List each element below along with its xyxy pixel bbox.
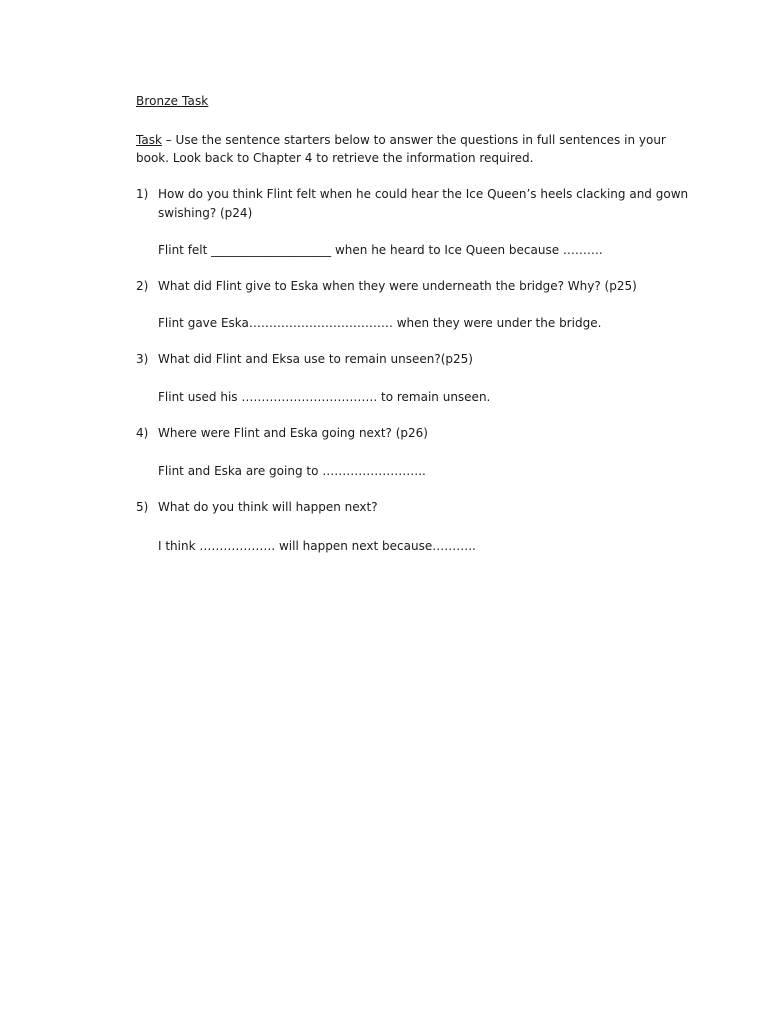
task-label: Task [136, 133, 162, 147]
task-instructions-text: – Use the sentence starters below to answer the questions in full sentences in your book. Look back to Chapter 4 to retrieve the information required. [136, 133, 666, 165]
question-text: What did Flint and Eksa use to remain unseen?(p25) [158, 352, 473, 366]
sentence-starter-3: Flint used his ……………………………. to remain unseen. [158, 390, 491, 404]
question-text: How do you think Flint felt when he could hear the Ice Queen’s heels clacking and gown swishing? (p24) [158, 187, 689, 220]
sentence-starter-2: Flint gave Eska……………………………… when they were under the bridge. [158, 316, 602, 330]
question-5 [136, 498, 696, 517]
question-4 [136, 424, 696, 443]
question-number: 4) [136, 426, 149, 440]
question-text: Where were Flint and Eska going next? (p26) [158, 426, 428, 440]
question-number: 5) [136, 500, 149, 514]
question-text: What did Flint give to Eska when they were underneath the bridge? Why? (p25) [158, 279, 637, 293]
question-3 [136, 350, 696, 369]
task-instructions [136, 131, 696, 167]
question-2 [136, 277, 696, 296]
question-text: What do you think will happen next? [158, 500, 378, 514]
question-number: 3) [136, 352, 149, 366]
sentence-starter-5: I think ………………. will happen next because……….. [158, 539, 476, 553]
question-number: 2) [136, 279, 149, 293]
question-1 [136, 185, 696, 223]
sentence-starter-4: Flint and Eska are going to …………………….. [158, 464, 426, 478]
sentence-starter-1: Flint felt ____________________ when he heard to Ice Queen because ………. [158, 243, 603, 257]
worksheet-title: Bronze Task [136, 94, 209, 108]
question-number: 1) [136, 187, 149, 201]
